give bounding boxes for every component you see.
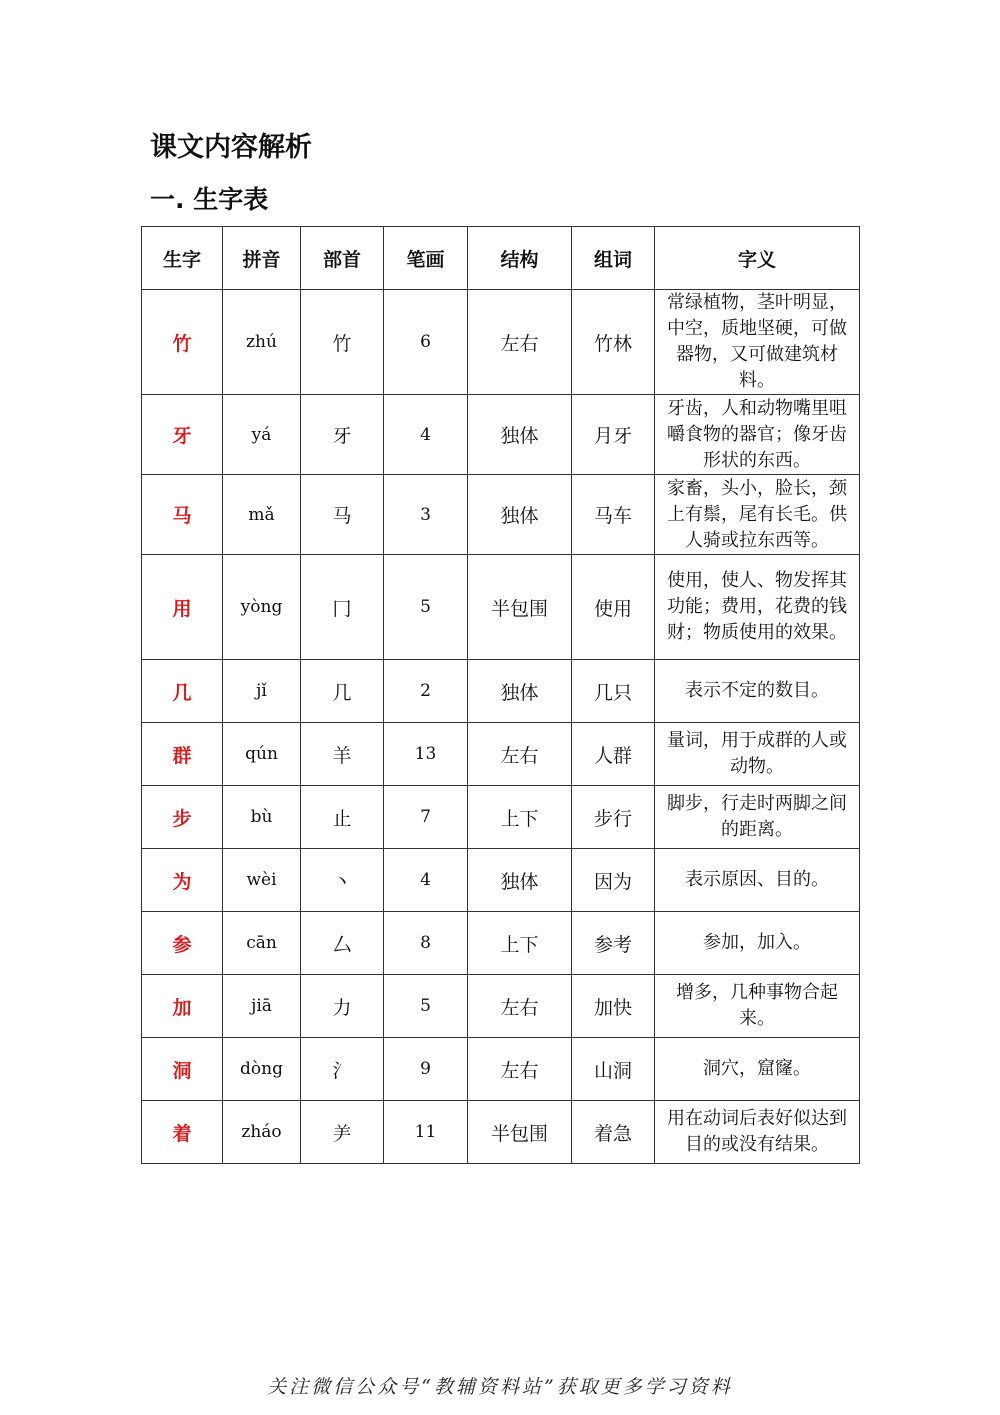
section-title: 一. 生字表 (150, 185, 269, 214)
cell-char: 为 (142, 849, 223, 912)
table-header-row (142, 227, 860, 290)
footer-note: 关注微信公众号“教辅资料站”获取更多学习资料 (267, 1376, 733, 1398)
cell-pinyin: yòng (223, 555, 301, 660)
table-row (142, 555, 860, 660)
cell-pinyin: wèi (223, 849, 301, 912)
cell-meaning: 表示不定的数目。 (655, 660, 860, 723)
cell-char: 几 (142, 660, 223, 723)
cell-meaning: 用在动词后表好似达到目的或没有结果。 (655, 1101, 860, 1164)
cell-radical: 马 (301, 475, 384, 555)
table-row (142, 395, 860, 475)
cell-radical: 止 (301, 786, 384, 849)
cell-word: 因为 (572, 849, 655, 912)
cell-structure: 左右 (468, 723, 572, 786)
cell-word: 月牙 (572, 395, 655, 475)
cell-strokes: 5 (384, 975, 468, 1038)
cell-radical: 竹 (301, 290, 384, 395)
cell-char: 牙 (142, 395, 223, 475)
cell-pinyin: bù (223, 786, 301, 849)
header-strokes: 笔画 (384, 227, 468, 290)
cell-meaning: 增多，几种事物合起来。 (655, 975, 860, 1038)
cell-structure: 左右 (468, 975, 572, 1038)
cell-strokes: 6 (384, 290, 468, 395)
cell-meaning: 表示原因、目的。 (655, 849, 860, 912)
cell-strokes: 2 (384, 660, 468, 723)
cell-radical: 力 (301, 975, 384, 1038)
cell-word: 参考 (572, 912, 655, 975)
cell-meaning: 洞穴，窟窿。 (655, 1038, 860, 1101)
header-structure: 结构 (468, 227, 572, 290)
cell-meaning: 常绿植物，茎叶明显，中空，质地坚硬，可做器物，又可做建筑材料。 (655, 290, 860, 395)
table-row (142, 1101, 860, 1164)
cell-structure: 独体 (468, 660, 572, 723)
cell-radical: 几 (301, 660, 384, 723)
cell-word: 步行 (572, 786, 655, 849)
cell-radical: 氵 (301, 1038, 384, 1101)
cell-radical: 牙 (301, 395, 384, 475)
cell-structure: 上下 (468, 786, 572, 849)
cell-char: 竹 (142, 290, 223, 395)
cell-pinyin: zhú (223, 290, 301, 395)
cell-pinyin: qún (223, 723, 301, 786)
header-radical: 部首 (301, 227, 384, 290)
cell-char: 用 (142, 555, 223, 660)
header-word: 组词 (572, 227, 655, 290)
page-title: 课文内容解析 (150, 132, 312, 163)
table-row (142, 475, 860, 555)
cell-char: 着 (142, 1101, 223, 1164)
table-row (142, 723, 860, 786)
cell-pinyin: yá (223, 395, 301, 475)
cell-structure: 半包围 (468, 1101, 572, 1164)
cell-word: 竹林 (572, 290, 655, 395)
character-table (141, 226, 860, 1164)
cell-strokes: 4 (384, 395, 468, 475)
cell-radical: ⺶ (301, 1101, 384, 1164)
cell-structure: 独体 (468, 395, 572, 475)
cell-char: 加 (142, 975, 223, 1038)
cell-structure: 上下 (468, 912, 572, 975)
cell-radical: 羊 (301, 723, 384, 786)
table-row (142, 975, 860, 1038)
cell-pinyin: dòng (223, 1038, 301, 1101)
cell-structure: 独体 (468, 475, 572, 555)
cell-word: 几只 (572, 660, 655, 723)
cell-meaning: 使用，使人、物发挥其功能；费用，花费的钱财；物质使用的效果。 (655, 555, 860, 660)
cell-word: 加快 (572, 975, 655, 1038)
cell-pinyin: mǎ (223, 475, 301, 555)
cell-char: 步 (142, 786, 223, 849)
cell-char: 马 (142, 475, 223, 555)
table-row (142, 1038, 860, 1101)
cell-strokes: 11 (384, 1101, 468, 1164)
cell-strokes: 3 (384, 475, 468, 555)
cell-pinyin: zháo (223, 1101, 301, 1164)
header-pinyin: 拼音 (223, 227, 301, 290)
cell-radical: 厶 (301, 912, 384, 975)
cell-radical: 冂 (301, 555, 384, 660)
cell-strokes: 8 (384, 912, 468, 975)
cell-word: 马车 (572, 475, 655, 555)
cell-word: 着急 (572, 1101, 655, 1164)
cell-word: 人群 (572, 723, 655, 786)
cell-pinyin: jiā (223, 975, 301, 1038)
cell-word: 使用 (572, 555, 655, 660)
cell-meaning: 参加，加入。 (655, 912, 860, 975)
cell-meaning: 脚步，行走时两脚之间的距离。 (655, 786, 860, 849)
cell-strokes: 7 (384, 786, 468, 849)
cell-strokes: 9 (384, 1038, 468, 1101)
cell-char: 群 (142, 723, 223, 786)
header-meaning: 字义 (655, 227, 860, 290)
cell-pinyin: jǐ (223, 660, 301, 723)
cell-radical: 丶 (301, 849, 384, 912)
cell-strokes: 13 (384, 723, 468, 786)
table-row (142, 660, 860, 723)
cell-word: 山洞 (572, 1038, 655, 1101)
table-row (142, 849, 860, 912)
header-char: 生字 (142, 227, 223, 290)
cell-strokes: 5 (384, 555, 468, 660)
cell-strokes: 4 (384, 849, 468, 912)
cell-char: 洞 (142, 1038, 223, 1101)
cell-meaning: 牙齿，人和动物嘴里咀嚼食物的器官；像牙齿形状的东西。 (655, 395, 860, 475)
table-row (142, 912, 860, 975)
table-row (142, 290, 860, 395)
cell-structure: 独体 (468, 849, 572, 912)
cell-structure: 左右 (468, 1038, 572, 1101)
cell-meaning: 家畜，头小，脸长，颈上有鬃，尾有长毛。供人骑或拉东西等。 (655, 475, 860, 555)
table-row (142, 786, 860, 849)
cell-char: 参 (142, 912, 223, 975)
cell-structure: 左右 (468, 290, 572, 395)
cell-meaning: 量词，用于成群的人或动物。 (655, 723, 860, 786)
cell-structure: 半包围 (468, 555, 572, 660)
cell-pinyin: cān (223, 912, 301, 975)
